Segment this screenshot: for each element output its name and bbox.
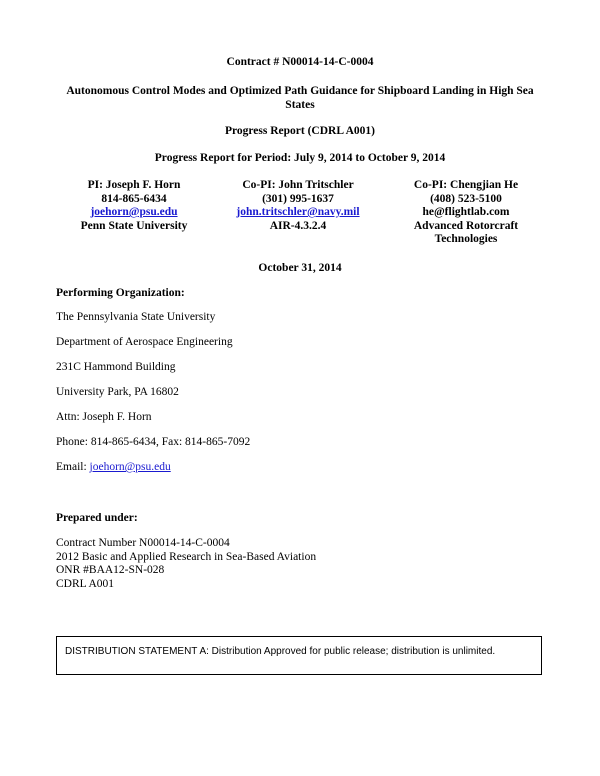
performing-org-heading: Performing Organization: (56, 287, 185, 299)
investigator-pi (44, 179, 224, 233)
investigator-email-link[interactable]: john.tritschler@navy.mil (236, 206, 360, 218)
report-type: Progress Report (CDRL A001) (224, 125, 376, 137)
org-email-label: Email: (56, 461, 90, 473)
investigator-name: PI: Joseph F. Horn (87, 179, 181, 191)
report-title (55, 84, 545, 112)
investigator-org: Advanced Rotorcraft (413, 219, 519, 232)
investigator-org: AIR-4.3.2.4 (269, 219, 327, 232)
investigator-org-line-2: Technologies (434, 233, 498, 245)
investigator-copi-1 (208, 179, 388, 233)
report-date: October 31, 2014 (258, 262, 342, 274)
org-phone-fax: Phone: 814-865-6434, Fax: 814-865-7092 (56, 436, 251, 448)
investigator-copi-2 (376, 179, 556, 247)
report-title-line-2: States (285, 99, 315, 111)
prepared-under-heading: Prepared under: (56, 512, 138, 524)
investigator-phone: (301) 995-1637 (262, 192, 334, 205)
prepared-under-line: Contract Number N00014-14-C-0004 (56, 537, 230, 549)
investigator-name: Co-PI: Chengjian He (413, 179, 519, 191)
org-building: 231C Hammond Building (56, 361, 176, 373)
investigator-phone: (408) 523-5100 (430, 192, 502, 205)
org-email-line (56, 461, 171, 473)
prepared-under-line: ONR #BAA12-SN-028 (56, 564, 165, 576)
investigator-email-link[interactable]: joehorn@psu.edu (90, 206, 178, 218)
org-attn: Attn: Joseph F. Horn (56, 411, 152, 423)
prepared-under-line: CDRL A001 (56, 577, 115, 590)
investigator-email: he@flightlab.com (422, 206, 510, 218)
report-period: Progress Report for Period: July 9, 2014 to October 9, 2014 (154, 152, 446, 164)
org-department: Department of Aerospace Engineering (56, 336, 233, 348)
distribution-statement-box (56, 636, 542, 675)
investigator-name: Co-PI: John Tritschler (242, 179, 354, 191)
org-university: The Pennsylvania State University (56, 311, 216, 323)
report-title-line-1: Autonomous Control Modes and Optimized Path Guidance for Shipboard Landing in High Sea (66, 85, 534, 97)
prepared-under-lines (56, 537, 316, 591)
investigator-org: Penn State University (80, 219, 188, 232)
prepared-under-line: 2012 Basic and Applied Research in Sea-Based Aviation (56, 550, 317, 563)
org-email-link[interactable]: joehorn@psu.edu (89, 461, 171, 473)
investigator-phone: 814-865-6434 (101, 192, 167, 205)
distribution-statement: DISTRIBUTION STATEMENT A: Distribution Approved for public release; distribution is unlimited. (65, 646, 496, 657)
org-city: University Park, PA 16802 (56, 386, 179, 398)
contract-heading: Contract # N00014-14-C-0004 (226, 56, 374, 68)
